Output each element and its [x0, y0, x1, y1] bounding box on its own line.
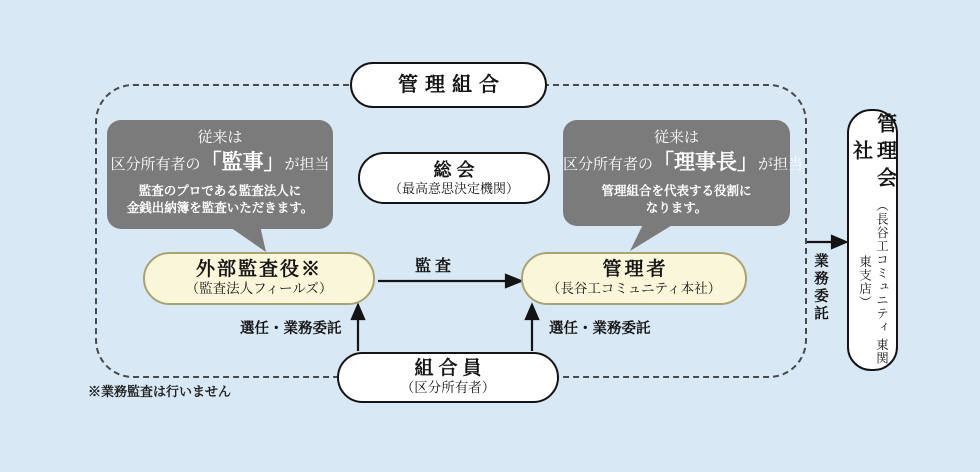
management-association-title: 管理組合	[398, 73, 506, 96]
management-association-pill	[350, 62, 547, 108]
management-company-pill	[847, 109, 898, 371]
auditor-bubble-line2-emphasis: 「監事」	[200, 150, 285, 174]
general-meeting-subtitle: （最高意思決定機関）	[388, 180, 519, 196]
manager-bubble-line3-text: 管理組合を代表する役割に	[601, 184, 752, 198]
members-title: 組合員	[414, 358, 487, 380]
manager-bubble-line2-suffix: が担当	[758, 157, 804, 173]
external-auditor-pill	[143, 252, 375, 305]
management-company-subtitle: （長谷工コミュニティ 東関東支店）	[857, 199, 889, 366]
appoint-left-arrow-label: 選任・業務委託	[240, 321, 342, 337]
external-auditor-title: 外部監査役※	[195, 259, 322, 281]
members-pill	[337, 352, 559, 403]
auditor-bubble-line2	[107, 149, 333, 179]
manager-title: 管理者	[602, 259, 669, 281]
auditor-bubble-line1: 従来は	[197, 130, 243, 146]
manager-pill	[521, 252, 747, 305]
manager-bubble-line2	[563, 149, 804, 179]
auditor-bubble-line3-text: 監査のプロである監査法人に	[138, 184, 302, 198]
manager-speech-bubble	[563, 120, 804, 226]
general-meeting-title: 総会	[433, 159, 480, 180]
manager-bubble-line2-emphasis: 「理事長」	[653, 150, 759, 174]
auditor-bubble-line2-prefix: 区分所有者の	[110, 157, 201, 173]
manager-bubble-line3	[563, 183, 790, 217]
general-meeting-pill	[358, 152, 550, 204]
appoint-right-arrow-label: 選任・業務委託	[549, 321, 651, 337]
outsourcing-arrow-head	[832, 236, 846, 248]
auditor-speech-bubble	[107, 120, 333, 229]
external-auditor-subtitle: （監査法人フィールズ）	[185, 281, 333, 297]
auditor-bubble-line3	[107, 183, 333, 217]
auditor-bubble-line2-suffix: が担当	[284, 157, 330, 173]
manager-bubble-line1: 従来は	[653, 130, 699, 146]
members-subtitle: （区分所有者）	[400, 380, 496, 396]
manager-bubble-line4-text: なります。	[645, 201, 708, 215]
audit-arrow-label: 監査	[414, 258, 455, 275]
management-company-title: 管理会社	[849, 112, 896, 194]
outsourcing-arrow-label: 業務委託	[812, 253, 828, 323]
manager-bubble-line2-prefix: 区分所有者の	[563, 157, 654, 173]
manager-subtitle: （長谷工コミュニティ本社）	[546, 281, 722, 297]
footnote: ※業務監査は行いません	[88, 384, 232, 399]
auditor-bubble-line4-text: 金銭出納簿を監査いただきます。	[126, 201, 314, 215]
